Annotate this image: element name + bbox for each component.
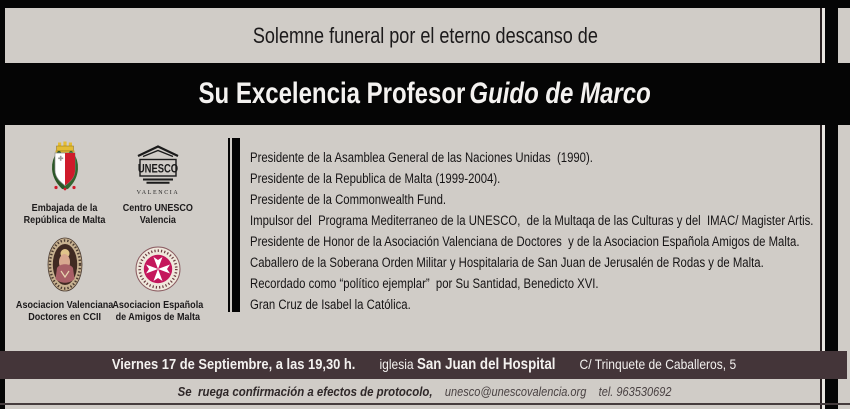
honor-line: Presidente de la Asamblea General de las Naciones Unidas (1990). [250, 150, 593, 165]
valencian-doctors-caption: Asociacion Valenciana Doctores en CCII [16, 299, 114, 323]
malta-embassy-caption: Embajada de la República de Malta [24, 202, 106, 226]
honor-line: Caballero de la Soberana Orden Militar y Hospitalaria de San Juan de Jerusalén de Rodas y de Malta. [250, 255, 764, 270]
malta-coat-of-arms-icon [45, 140, 85, 193]
subtitle-text: Solemne funeral por el eterno descanso de [252, 22, 598, 48]
title-prefix: Su Excelencia Profesor [198, 77, 466, 110]
footer-band [0, 379, 850, 403]
amigos-de-malta-caption: Asociacion Española de Amigos de Malta [112, 299, 204, 323]
divider-black-bar [232, 138, 240, 312]
valencian-doctors-oval-seal-icon [47, 237, 83, 292]
svg-text:VALENCIA: VALENCIA [136, 190, 180, 196]
honor-line: Recordado como “político ejemplar” por Su Santidad, Benedicto XVI. [250, 276, 599, 291]
honor-line: Presidente de la Republica de Malta (1999-2004). [250, 171, 501, 186]
honor-line: Presidente de la Commonwealth Fund. [250, 192, 447, 207]
contact-email: unesco@unescovalencia.org [445, 384, 587, 399]
unesco-temple-icon [133, 144, 183, 197]
divider-thin-rule [228, 138, 230, 312]
honor-line: Impulsor del Programa Mediterraneo de la UNESCO, de la Multaqa de las Culturas y del IMAC/ Magister Artis. [250, 213, 814, 228]
event-venue: iglesia San Juan del Hospital [378, 356, 555, 373]
deceased-name: Guido de Marco [469, 77, 652, 110]
maltese-cross-seal-icon [135, 246, 181, 292]
honors-list [250, 147, 825, 315]
event-address: C/ Trinquete de Caballeros, 5 [579, 356, 736, 372]
rsvp-note: Se ruega confirmación a efectos de protocolo, [178, 383, 434, 399]
contact-phone: tel. 963530692 [599, 384, 672, 399]
subtitle-band [0, 8, 850, 63]
event-datetime: Viernes 17 de Septiembre, a las 19,30 h. [111, 356, 355, 373]
honor-line: Presidente de Honor de la Asociación Valenciana de Doctores y de la Asociacion Española Amigos de Malta. [250, 234, 800, 249]
event-band [0, 351, 847, 379]
title-band [0, 63, 850, 125]
venue-name: San Juan del Hospital [416, 356, 555, 373]
honor-line: Gran Cruz de Isabel la Católica. [250, 297, 411, 312]
top-black-strip [0, 0, 850, 8]
svg-text:UNESCO: UNESCO [137, 162, 179, 176]
bottom-rule [0, 403, 850, 405]
unesco-centre-caption: Centro UNESCO Valencia [122, 202, 194, 226]
